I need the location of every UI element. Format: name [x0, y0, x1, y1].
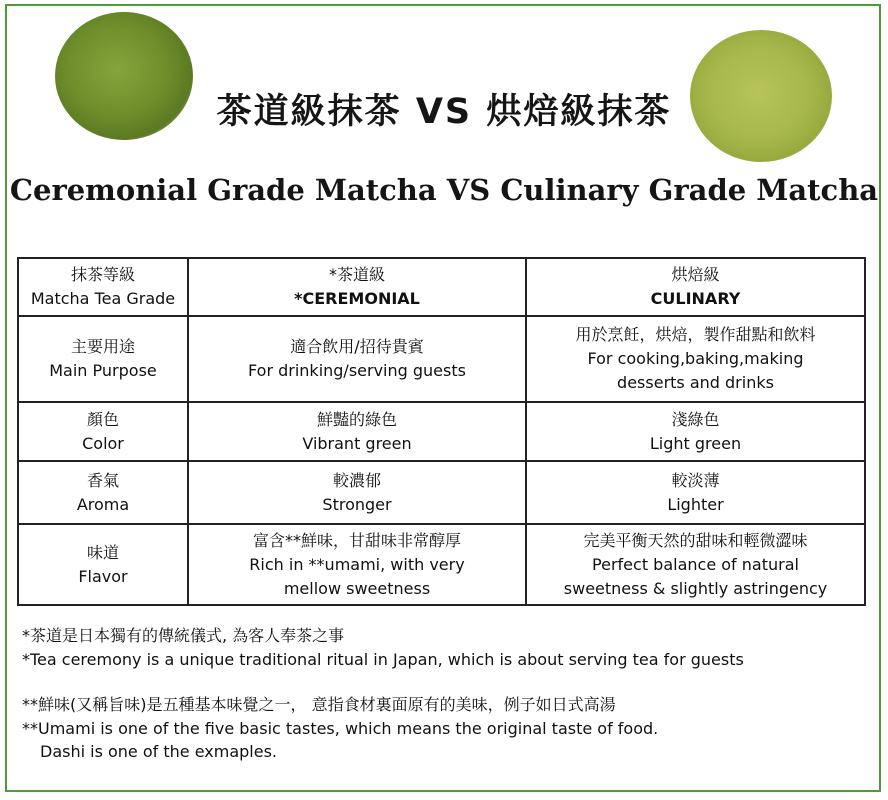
table-row-color	[18, 402, 865, 461]
purpose-ceremonial-en: For drinking/serving guests	[248, 361, 466, 380]
flavor-culinary-en-2: sweetness & slightly astringency	[563, 578, 828, 598]
footnote-1-en: *Tea ceremony is a unique traditional ritual in Japan, which is about serving tea for guests	[22, 649, 744, 669]
color-label-cell	[18, 402, 188, 461]
color-label-en: Color	[82, 433, 124, 453]
purpose-culinary-en-1: For cooking,baking,making	[587, 349, 804, 368]
footnote-2-en-1: **Umami is one of the five basic tastes, which means the original taste of food.	[22, 718, 659, 738]
header-label-cell	[18, 258, 188, 316]
purpose-culinary-zh: 用於烹飪，烘焙，製作甜點和飲料	[575, 325, 816, 344]
aroma-culinary-zh: 較淡薄	[671, 470, 720, 490]
comparison-table	[17, 257, 866, 606]
flavor-label-zh: 味道	[86, 542, 119, 562]
title-english: Ceremonial Grade Matcha VS Culinary Grade Matcha	[9, 173, 879, 207]
purpose-culinary-cell	[526, 316, 865, 402]
aroma-culinary-cell	[526, 461, 865, 524]
flavor-label-cell	[18, 524, 188, 605]
footnote-spacer	[22, 671, 744, 693]
purpose-ceremonial-cell	[188, 316, 526, 402]
flavor-label-en: Flavor	[78, 566, 128, 586]
purpose-ceremonial-zh: 適合飲用/招待貴賓	[290, 337, 424, 356]
aroma-culinary-en: Lighter	[667, 494, 724, 514]
table-row-flavor	[18, 524, 865, 605]
purpose-label-zh: 主要用途	[70, 337, 135, 356]
aroma-ceremonial-cell	[188, 461, 526, 524]
aroma-label-cell	[18, 461, 188, 524]
flavor-culinary-cell	[526, 524, 865, 605]
flavor-culinary-zh: 完美平衡天然的甜味和輕微澀味	[583, 530, 808, 550]
header-culinary-zh: 烘焙級	[671, 265, 720, 284]
footnote-2-zh: **鮮味(又稱旨味)是五種基本味覺之一， 意指食材裏面原有的美味，例子如日式高湯	[22, 695, 616, 714]
table-row-purpose	[18, 316, 865, 402]
color-ceremonial-en: Vibrant green	[302, 433, 412, 453]
aroma-ceremonial-en: Stronger	[322, 494, 392, 514]
header-culinary-cell	[526, 258, 865, 316]
color-culinary-cell	[526, 402, 865, 461]
color-ceremonial-cell	[188, 402, 526, 461]
purpose-label-en: Main Purpose	[49, 361, 157, 380]
aroma-ceremonial-zh: 較濃郁	[332, 470, 381, 490]
color-label-zh: 顏色	[86, 409, 119, 429]
footnotes	[22, 624, 744, 764]
flavor-culinary-en-1: Perfect balance of natural	[592, 554, 799, 574]
flavor-ceremonial-en-2: mellow sweetness	[283, 578, 431, 598]
header-label-zh: 抹茶等級	[70, 265, 135, 284]
color-culinary-en: Light green	[649, 433, 742, 453]
aroma-label-zh: 香氣	[86, 470, 119, 490]
table-row-aroma	[18, 461, 865, 524]
title-chinese: 茶道級抹茶 VS 烘焙級抹茶	[216, 92, 672, 132]
header-label-en: Matcha Tea Grade	[30, 289, 176, 308]
footnote-1-zh: *茶道是日本獨有的傳統儀式, 為客人奉茶之事	[22, 626, 345, 645]
aroma-label-en: Aroma	[76, 494, 130, 514]
flavor-ceremonial-en-1: Rich in **umami, with very	[249, 554, 465, 574]
color-ceremonial-zh: 鮮豔的綠色	[316, 409, 397, 429]
color-culinary-zh: 淺綠色	[671, 409, 720, 429]
header-ceremonial-zh: *茶道級	[328, 265, 385, 284]
flavor-ceremonial-cell	[188, 524, 526, 605]
header-culinary-en: CULINARY	[650, 289, 741, 308]
header-ceremonial-cell	[188, 258, 526, 316]
purpose-culinary-en-2: desserts and drinks	[617, 373, 774, 392]
table-header-row	[18, 258, 865, 316]
purpose-label-cell	[18, 316, 188, 402]
header-ceremonial-en: *CEREMONIAL	[294, 289, 420, 308]
flavor-ceremonial-zh: 富含**鮮味，甘甜味非常醇厚	[252, 530, 461, 550]
footnote-2-en-2: Dashi is one of the exmaples.	[40, 742, 277, 761]
